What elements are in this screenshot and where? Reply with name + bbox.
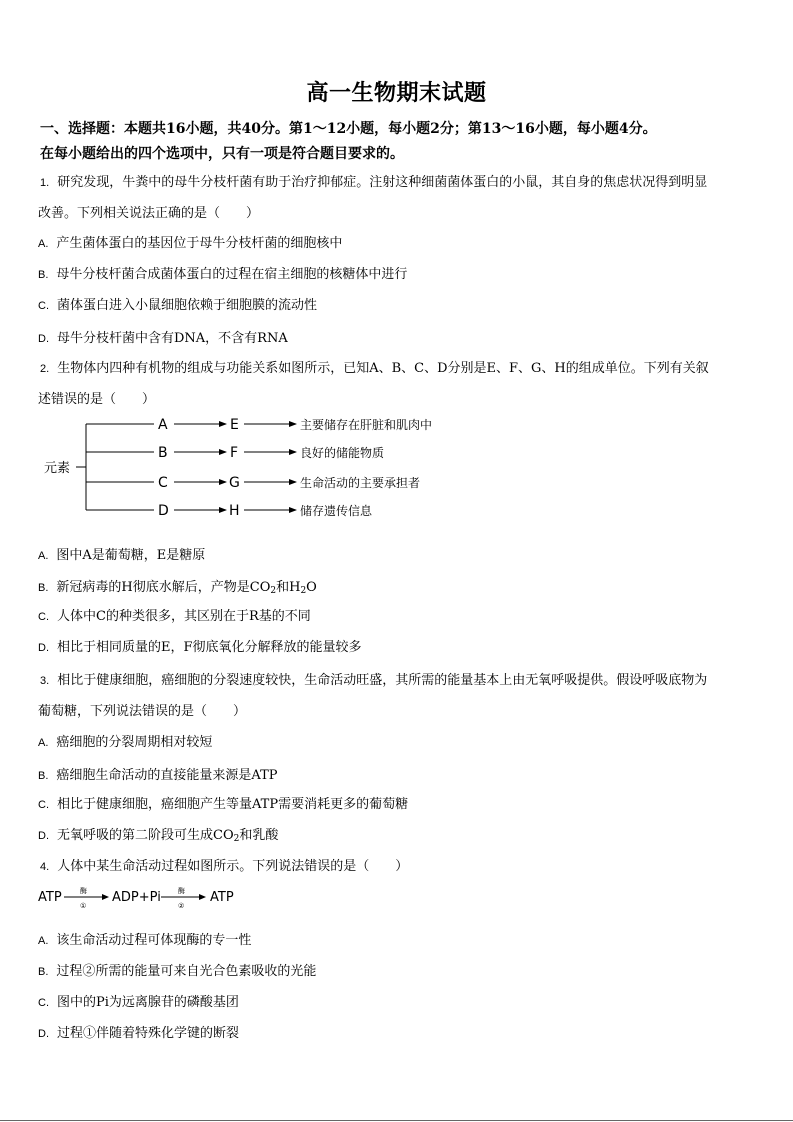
question-1-stem-line2: 改善。下列相关说法正确的是（ ） (38, 206, 260, 221)
option-text-part: 无氧呼吸的第二阶段可生成CO (57, 828, 234, 843)
option-text: 母牛分枝杆菌中含有DNA，不含有RNA (57, 331, 288, 346)
question-3-stem-line2: 葡萄糖，下列说法错误的是（ ） (38, 704, 247, 719)
question-4-option-c[interactable] (38, 991, 239, 1010)
option-text: 图中的Pi为远离腺苷的磷酸基团 (57, 995, 239, 1010)
question-2-stem-line2: 述错误的是（ ） (38, 392, 156, 407)
option-text-part: 和H (276, 580, 301, 595)
option-label: D. (38, 642, 49, 654)
step-label-1: ① (80, 902, 87, 910)
option-label: B. (38, 966, 49, 978)
equation-middle: ADP+Pi (112, 890, 161, 905)
option-text-part: 新冠病毒的H彻底水解后，产物是CO (56, 580, 271, 595)
option-text-part: O (306, 580, 317, 595)
option-text: 过程②所需的能量可来自光合色素吸收的光能 (56, 964, 317, 979)
option-text: 图中A是葡萄糖，E是糖原 (56, 548, 206, 563)
option-text: 癌细胞生命活动的直接能量来源是ATP (56, 768, 278, 783)
question-3-option-c[interactable] (38, 793, 408, 812)
question-4-option-a[interactable] (38, 929, 251, 948)
question-text: 人体中某生命活动过程如图所示。下列说法错误的是（ ） (57, 859, 409, 874)
option-text-part: 和乳酸 (239, 828, 279, 843)
question-number: 4. (40, 861, 50, 873)
page-bottom-rule (0, 1120, 793, 1121)
question-text: 相比于健康细胞，癌细胞的分裂速度较快，生命活动旺盛，其所需的能量基本上由无氧呼吸提供。假设呼吸底物为 (57, 673, 708, 688)
root-label: 元素 (44, 461, 71, 476)
option-text: 菌体蛋白进入小鼠细胞依赖于细胞膜的流动性 (57, 298, 318, 313)
option-label: B. (38, 770, 49, 782)
function-h: 储存遗传信息 (300, 504, 373, 518)
function-g: 生命活动的主要承担者 (300, 476, 421, 490)
question-3-stem-line1 (40, 669, 707, 688)
option-text: 产生菌体蛋白的基因位于母牛分枝杆菌的细胞核中 (56, 236, 343, 251)
question-number: 3. (40, 675, 50, 687)
option-label: D. (38, 1028, 49, 1040)
option-label: C. (38, 300, 49, 312)
function-f: 良好的储能物质 (300, 446, 385, 460)
question-text: 生物体内四种有机物的组成与功能关系如图所示，已知A、B、C、D分别是E、F、G、H的组成单位。下列有关叙 (57, 361, 709, 376)
option-label: D. (38, 333, 49, 345)
question-number: 1. (40, 177, 50, 189)
polymer-h: H (229, 503, 240, 519)
question-3-option-b[interactable] (38, 764, 278, 783)
question-number: 2. (40, 363, 50, 375)
option-label: C. (38, 799, 49, 811)
question-4-stem-line1 (40, 855, 408, 874)
step-label-2: ② (178, 902, 185, 910)
option-text: 母牛分枝杆菌合成菌体蛋白的过程在宿主细胞的核糖体中进行 (56, 267, 408, 282)
option-label: A. (38, 935, 49, 947)
option-text: 相比于健康细胞，癌细胞产生等量ATP需要消耗更多的葡萄糖 (57, 797, 409, 812)
option-label: A. (38, 737, 49, 749)
question-2-option-b[interactable] (38, 576, 317, 595)
question-2-option-d[interactable] (38, 636, 362, 655)
option-text: 人体中C的种类很多，其区别在于R基的不同 (57, 609, 311, 624)
polymer-f: F (230, 445, 239, 461)
unit-b: B (158, 445, 168, 461)
option-label: C. (38, 997, 49, 1009)
unit-c: C (158, 475, 168, 491)
function-e: 主要储存在肝脏和肌肉中 (300, 418, 433, 432)
question-3-option-d[interactable] (38, 824, 278, 843)
question-4-option-b[interactable] (38, 960, 316, 979)
subscript: 2 (233, 834, 240, 844)
polymer-e: E (230, 417, 239, 433)
organic-compound-diagram (0, 0, 793, 540)
equation-left: ATP (38, 890, 62, 905)
question-4-option-d[interactable] (38, 1022, 239, 1041)
atp-cycle-equation (30, 882, 250, 912)
option-text: 该生命活动过程可体现酶的专一性 (56, 933, 252, 948)
section-header-line2: 在每小题给出的四个选项中，只有一项是符合题目要求的。 (40, 146, 404, 162)
subscript: 2 (300, 586, 307, 596)
enzyme-label-1: 酶 (80, 887, 87, 895)
option-text: 过程①伴随着特殊化学键的断裂 (57, 1026, 240, 1041)
unit-a: A (158, 417, 168, 433)
equation-right: ATP (210, 890, 234, 905)
polymer-g: G (229, 475, 240, 491)
unit-d: D (158, 503, 169, 519)
option-label: C. (38, 611, 49, 623)
option-label: A. (38, 238, 49, 250)
section-header-line1: 一、选择题：本题共16小题，共40分。第1～12小题，每小题2分；第13～16小题，每小题4分。 (40, 121, 657, 137)
option-label: B. (38, 269, 49, 281)
question-3-option-a[interactable] (38, 731, 212, 750)
page-title: 高一生物期末试题 (306, 80, 487, 106)
enzyme-label-2: 酶 (178, 887, 185, 895)
option-label: A. (38, 550, 49, 562)
option-label: D. (38, 830, 49, 842)
subscript: 2 (270, 586, 277, 596)
question-2-option-c[interactable] (38, 605, 311, 624)
question-2-option-a[interactable] (38, 544, 205, 563)
question-text: 研究发现，牛粪中的母牛分枝杆菌有助于治疗抑郁症。注射这种细菌菌体蛋白的小鼠，其自身的焦虑状况得到明显 (57, 175, 708, 190)
option-label: B. (38, 582, 49, 594)
option-text: 相比于相同质量的E，F彻底氧化分解释放的能量较多 (57, 640, 362, 655)
option-text: 癌细胞的分裂周期相对较短 (56, 735, 213, 750)
